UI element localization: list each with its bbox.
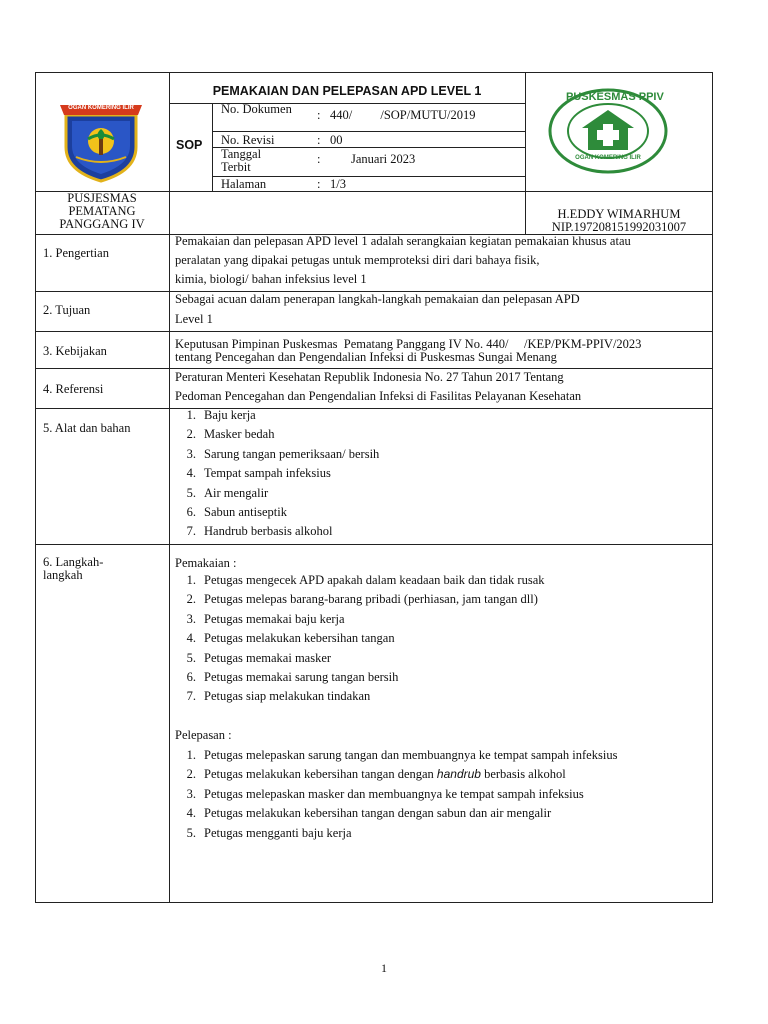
pelepasan-2-suffix: berbasis alkohol <box>480 767 566 782</box>
doc-number-sep: : <box>317 108 321 122</box>
document-title: PEMAKAIAN DAN PELEPASAN APD LEVEL 1 <box>212 84 482 98</box>
kebijakan-line-1: Keputusan Pimpinan Puskesmas Pematang Panggang IV No. 440/ /KEP/PKM-PPIV/2023 <box>175 337 642 351</box>
handrub-term: handrub <box>436 767 481 782</box>
pengertian-line-2: peralatan yang dipakai petugas untuk memproteksi diri dari bahaya fisik, <box>175 253 540 267</box>
pelepasan-2-text: Petugas melakukan kebersihan tangan dengan <box>204 767 437 782</box>
issue-date-label: Tanggal Terbit <box>221 147 262 174</box>
signer-name: H.EDDY WIMARHUM <box>557 207 681 221</box>
pemakaian-title: Pemakaian : <box>175 556 237 570</box>
revision-sep: : <box>317 133 321 147</box>
puskesmas-logo-text: PUSKESMAS PPIV <box>566 91 664 103</box>
doc-number-label: No. Dokumen <box>221 102 292 116</box>
tujuan-line-1: Sebagai acuan dalam penerapan langkah-langkah pemakaian dan pelepasan APD <box>175 292 580 306</box>
page-value: 1/3 <box>330 177 346 191</box>
section-label-pengertian: 1. Pengertian <box>43 246 109 260</box>
puskesmas-logo-bottom-text: OGAN KOMERING ILIR <box>575 155 641 161</box>
regency-logo-text: OGAN KOMERING ILIR <box>68 105 134 111</box>
page-number: 1 <box>381 961 387 975</box>
issue-date-sep: : <box>317 152 321 166</box>
pengertian-line-1: Pemakaian dan pelepasan APD level 1 adalah serangkaian kegiatan pemakaian khusus atau <box>175 234 631 248</box>
regency-logo <box>54 101 148 183</box>
referensi-line-1: Peraturan Menteri Kesehatan Republik Indonesia No. 27 Tahun 2017 Tentang <box>175 370 564 384</box>
doc-number-value: 440/ /SOP/MUTU/2019 <box>330 108 476 122</box>
section-label-tujuan: 2. Tujuan <box>43 303 91 317</box>
pengertian-line-3: kimia, biologi/ bahan infeksius level 1 <box>175 272 367 286</box>
sop-label: SOP <box>176 138 203 152</box>
section-label-kebijakan: 3. Kebijakan <box>43 344 107 358</box>
tujuan-line-2: Level 1 <box>175 312 213 326</box>
referensi-line-2: Pedoman Pencegahan dan Pengendalian Infeksi di Fasilitas Pelayanan Kesehatan <box>175 389 582 403</box>
issue-date-value: Januari 2023 <box>351 152 416 166</box>
pelepasan-title: Pelepasan : <box>175 728 232 742</box>
signer-nip: NIP.197208151992031007 <box>551 220 687 234</box>
section-label-referensi: 4. Referensi <box>43 382 104 396</box>
kebijakan-line-2: tentang Pencegahan dan Pengendalian Infeksi di Puskesmas Sungai Menang <box>175 350 557 364</box>
section-label-alat: 5. Alat dan bahan <box>43 421 131 435</box>
page-label: Halaman <box>221 177 267 191</box>
page-sep: : <box>317 177 321 191</box>
revision-value: 00 <box>330 133 343 147</box>
section-label-langkah: 6. Langkah-langkah <box>43 555 104 582</box>
organization-name: PUSJESMAS PEMATANG PANGGANG IV <box>59 191 145 231</box>
revision-label: No. Revisi <box>221 133 275 147</box>
